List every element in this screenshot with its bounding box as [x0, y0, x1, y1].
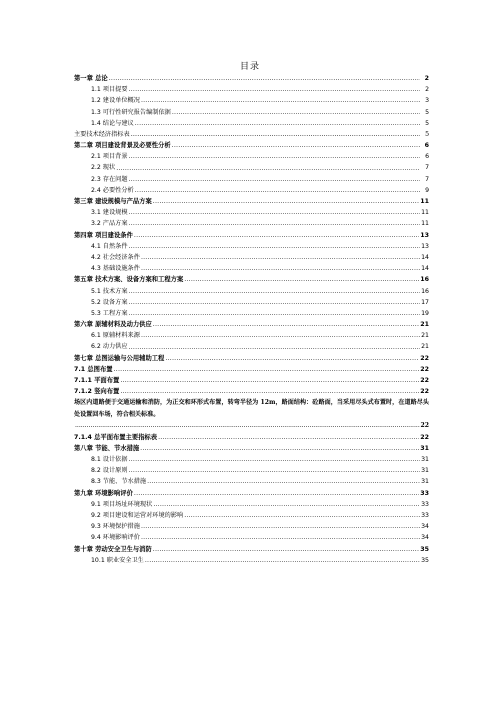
- dot-leader: [129, 151, 420, 162]
- dot-leader: [114, 364, 420, 375]
- toc-chapter-entry[interactable]: [74, 230, 429, 241]
- toc-chapter-entry[interactable]: [74, 353, 429, 364]
- toc-page-number: 9: [425, 186, 429, 194]
- toc-page-number: 35: [421, 556, 429, 564]
- toc-title: 目录: [239, 62, 260, 72]
- toc-entry-text: 1.2 建设单位概况: [91, 97, 140, 105]
- toc-section-entry[interactable]: [74, 330, 429, 341]
- toc-section-entry[interactable]: [74, 510, 429, 521]
- toc-entry-text: 第五章 技术方案、设备方案和工程方案: [74, 276, 184, 284]
- toc-page-number: 17: [421, 298, 429, 306]
- dot-leader: [120, 375, 419, 386]
- toc-paragraph-leader: [74, 420, 429, 431]
- toc-entry-text: 8.1 设计依据: [91, 456, 128, 463]
- toc-chapter-entry[interactable]: [74, 443, 429, 454]
- toc-page-number: 5: [425, 119, 429, 127]
- toc-entry-text: 9.2 项目建设和运营对环境的影响: [91, 511, 184, 519]
- toc-entry-text: 第九章 环境影响评价: [74, 489, 133, 497]
- dot-leader: [153, 544, 419, 555]
- toc-section-entry[interactable]: [74, 286, 429, 297]
- toc-page-number: 11: [421, 209, 429, 217]
- toc-entry-text: 第三章 建设规模与产品方案: [74, 198, 152, 206]
- toc-paragraph-text: 场区内道路便于交通运输和消防，为正交和环形式布置，转弯半径为 12m，路面结构：砼路面，当采用尽头式布置时，在道路尽头处设置回车场，符合相关标准。: [74, 399, 429, 418]
- toc-entry-text: 2.2 现状: [91, 164, 116, 172]
- dot-leader: [172, 140, 420, 151]
- toc-entry-text: 1.4 结论与建议: [91, 119, 134, 127]
- toc-page-number: 11: [420, 198, 429, 206]
- dot-leader: [134, 488, 419, 499]
- dot-leader: [75, 420, 420, 431]
- toc-chapter-entry[interactable]: [74, 544, 429, 555]
- toc-entry-text: 2.4 必要性分析: [91, 186, 134, 194]
- toc-page-number: 13: [421, 242, 429, 250]
- toc-page-number: 3: [425, 97, 429, 105]
- toc-page-number: 22: [420, 365, 429, 373]
- toc-section-entry[interactable]: [74, 218, 429, 229]
- toc-section-entry[interactable]: [74, 297, 429, 308]
- toc-section-entry[interactable]: [74, 84, 429, 95]
- dot-leader: [165, 353, 419, 364]
- dot-leader: [109, 73, 420, 84]
- toc-page-number: 14: [421, 253, 429, 261]
- toc-entry-text: 1.3 可行性研究报告编制依据: [91, 108, 171, 116]
- toc-entry-text: 第四章 项目建设条件: [74, 231, 133, 239]
- toc-entry-text: 第十章 劳动安全卫生与消防: [74, 545, 152, 553]
- toc-page-number: 31: [421, 456, 429, 463]
- toc-chapter-entry[interactable]: [74, 274, 429, 285]
- dot-leader: [134, 230, 419, 241]
- toc-entry-text: 5.2 设备方案: [91, 298, 128, 306]
- dot-leader: [153, 196, 419, 207]
- toc-list: [74, 432, 429, 566]
- dot-leader: [141, 252, 420, 263]
- toc-entry-text: 第一章 总论: [74, 74, 108, 82]
- toc-page-number: 33: [421, 511, 429, 519]
- dot-leader: [129, 297, 420, 308]
- toc-entry-text: 2.3 存在问题: [91, 175, 128, 183]
- toc-section-entry[interactable]: [74, 454, 429, 465]
- dot-leader: [141, 263, 420, 274]
- toc-chapter-entry[interactable]: [74, 386, 429, 397]
- toc-entry-text: 7.1.4 总平面布置主要指标表: [74, 433, 158, 441]
- toc-chapter-entry[interactable]: [74, 364, 429, 375]
- dot-leader: [129, 465, 420, 476]
- toc-entry-text: 9.4 环境影响评价: [91, 534, 140, 542]
- toc-page-number: 7: [425, 175, 429, 183]
- toc-page-number: 21: [420, 321, 429, 329]
- toc-page-number: 14: [421, 265, 429, 273]
- dot-leader: [141, 95, 420, 106]
- dot-leader: [129, 207, 420, 218]
- dot-leader: [129, 84, 420, 95]
- dot-leader: [129, 308, 420, 319]
- toc-page-number: 33: [421, 500, 429, 508]
- toc-entry-text: 9.3 环境保护措施: [91, 523, 140, 531]
- toc-page-number: 16: [421, 287, 429, 295]
- dot-leader: [153, 319, 419, 330]
- dot-leader: [153, 499, 420, 510]
- toc-page-number: 33: [420, 489, 429, 497]
- toc-page-number: 5: [425, 130, 429, 138]
- toc-section-entry[interactable]: [74, 532, 429, 543]
- toc-entry-text: 3.2 产品方案: [91, 220, 128, 228]
- toc-chapter-entry[interactable]: [74, 375, 429, 386]
- dot-leader: [129, 454, 420, 465]
- dot-leader: [129, 286, 420, 297]
- dot-leader: [141, 521, 420, 532]
- toc-section-entry[interactable]: [74, 185, 429, 196]
- toc-entry-text: 2.1 项目背景: [91, 153, 128, 161]
- toc-chapter-entry[interactable]: [74, 488, 429, 499]
- toc-section-entry[interactable]: [74, 521, 429, 532]
- toc-section-entry[interactable]: [74, 129, 429, 140]
- toc-page-number: 2: [424, 74, 429, 82]
- toc-section-entry[interactable]: [74, 163, 429, 174]
- toc-page-number: 2: [425, 86, 429, 94]
- dot-leader: [141, 330, 420, 341]
- toc-page-number: 21: [421, 332, 429, 340]
- toc-entry-text: 9.1 项目场址环境现状: [91, 500, 153, 508]
- dot-leader: [131, 129, 420, 140]
- toc-entry-text: 8.3 节能、节水措施: [91, 478, 147, 486]
- toc-page-number: 22: [420, 388, 429, 396]
- toc-page-number: 35: [420, 545, 429, 553]
- dot-leader: [116, 163, 420, 174]
- toc-chapter-entry[interactable]: [74, 73, 429, 84]
- toc-entry-text: 6.2 动力供应: [91, 343, 128, 351]
- toc-entry-text: 8.2 设计原则: [91, 467, 128, 475]
- toc-entry-text: 3.1 建设规模: [91, 209, 128, 217]
- toc-page-number: 31: [421, 467, 429, 475]
- dot-leader: [147, 476, 420, 487]
- toc-page-number: 22: [420, 354, 429, 362]
- toc-section-entry[interactable]: [74, 499, 429, 510]
- dot-leader: [184, 510, 420, 521]
- toc-page-number: 11: [421, 220, 429, 228]
- dot-leader: [129, 174, 420, 185]
- toc-section-entry[interactable]: [74, 476, 429, 487]
- toc-page-number: 13: [420, 231, 429, 239]
- toc-entry-text: 第八章 节能、节水措施: [74, 444, 140, 452]
- toc-entry-text: 主要技术经济指标表: [74, 130, 130, 138]
- toc-section-entry[interactable]: [74, 207, 429, 218]
- dot-leader: [129, 241, 420, 252]
- dot-leader: [135, 118, 420, 129]
- toc-list: [74, 73, 429, 397]
- toc-section-entry[interactable]: [74, 308, 429, 319]
- toc-page-number: 21: [421, 343, 429, 351]
- toc-entry-text: 10.1 职业安全卫生: [91, 556, 144, 564]
- table-of-contents: [74, 73, 429, 566]
- dot-leader: [129, 342, 420, 353]
- toc-page-number: 22: [420, 433, 429, 441]
- toc-chapter-entry[interactable]: [74, 319, 429, 330]
- toc-page-number: 6: [424, 142, 429, 150]
- toc-entry-text: 7.1.2 竖向布置: [74, 388, 120, 396]
- dot-leader: [158, 432, 419, 443]
- dot-leader: [129, 218, 420, 229]
- toc-section-entry[interactable]: [74, 151, 429, 162]
- toc-paragraph-entry[interactable]: [74, 397, 429, 420]
- toc-entry-text: 4.3 基础设施条件: [91, 265, 140, 273]
- toc-section-entry[interactable]: [74, 263, 429, 274]
- toc-entry-text: 1.1 项目提要: [91, 86, 128, 94]
- toc-page-number: 16: [420, 276, 429, 284]
- dot-leader: [172, 107, 420, 118]
- toc-section-entry[interactable]: [74, 95, 429, 106]
- toc-chapter-entry[interactable]: [74, 432, 429, 443]
- toc-page-number: 19: [421, 309, 429, 317]
- toc-entry-text: 7.1 总图布置: [74, 365, 113, 373]
- dot-leader: [140, 443, 419, 454]
- dot-leader: [184, 274, 419, 285]
- toc-entry-text: 第六章 原辅材料及动力供应: [74, 321, 152, 329]
- toc-entry-text: 5.1 技术方案: [91, 287, 128, 295]
- toc-section-entry[interactable]: [74, 555, 429, 566]
- dot-leader: [141, 532, 420, 543]
- toc-entry-text: 7.1.1 平面布置: [74, 377, 120, 385]
- toc-section-entry[interactable]: [74, 107, 429, 118]
- toc-section-entry[interactable]: [74, 252, 429, 263]
- toc-entry-text: 第二章 项目建设背景及必要性分析: [74, 142, 171, 150]
- toc-section-entry[interactable]: [74, 174, 429, 185]
- toc-page-number: 31: [421, 478, 429, 486]
- toc-page-number: 22: [420, 422, 429, 430]
- toc-entry-text: 5.3 工程方案: [91, 309, 128, 317]
- toc-entry-text: 4.1 自然条件: [91, 242, 128, 250]
- toc-section-entry[interactable]: [74, 118, 429, 129]
- toc-chapter-entry[interactable]: [74, 140, 429, 151]
- toc-page-number: 34: [421, 523, 429, 531]
- toc-entry-text: 第七章 总图运输与公用辅助工程: [74, 354, 165, 362]
- toc-section-entry[interactable]: [74, 241, 429, 252]
- toc-section-entry[interactable]: [74, 342, 429, 353]
- toc-page-number: 31: [420, 444, 429, 452]
- toc-page-number: 34: [421, 534, 429, 542]
- toc-chapter-entry[interactable]: [74, 196, 429, 207]
- dot-leader: [135, 185, 420, 196]
- toc-entry-text: 4.2 社会经济条件: [91, 253, 140, 261]
- toc-page-number: 5: [425, 108, 429, 116]
- toc-page-number: 6: [425, 153, 429, 161]
- toc-page-number: 22: [420, 377, 429, 385]
- toc-section-entry[interactable]: [74, 465, 429, 476]
- dot-leader: [120, 386, 419, 397]
- toc-entry-text: 6.1 原辅材料来源: [91, 332, 140, 340]
- dot-leader: [145, 555, 420, 566]
- toc-page-number: 7: [425, 164, 429, 172]
